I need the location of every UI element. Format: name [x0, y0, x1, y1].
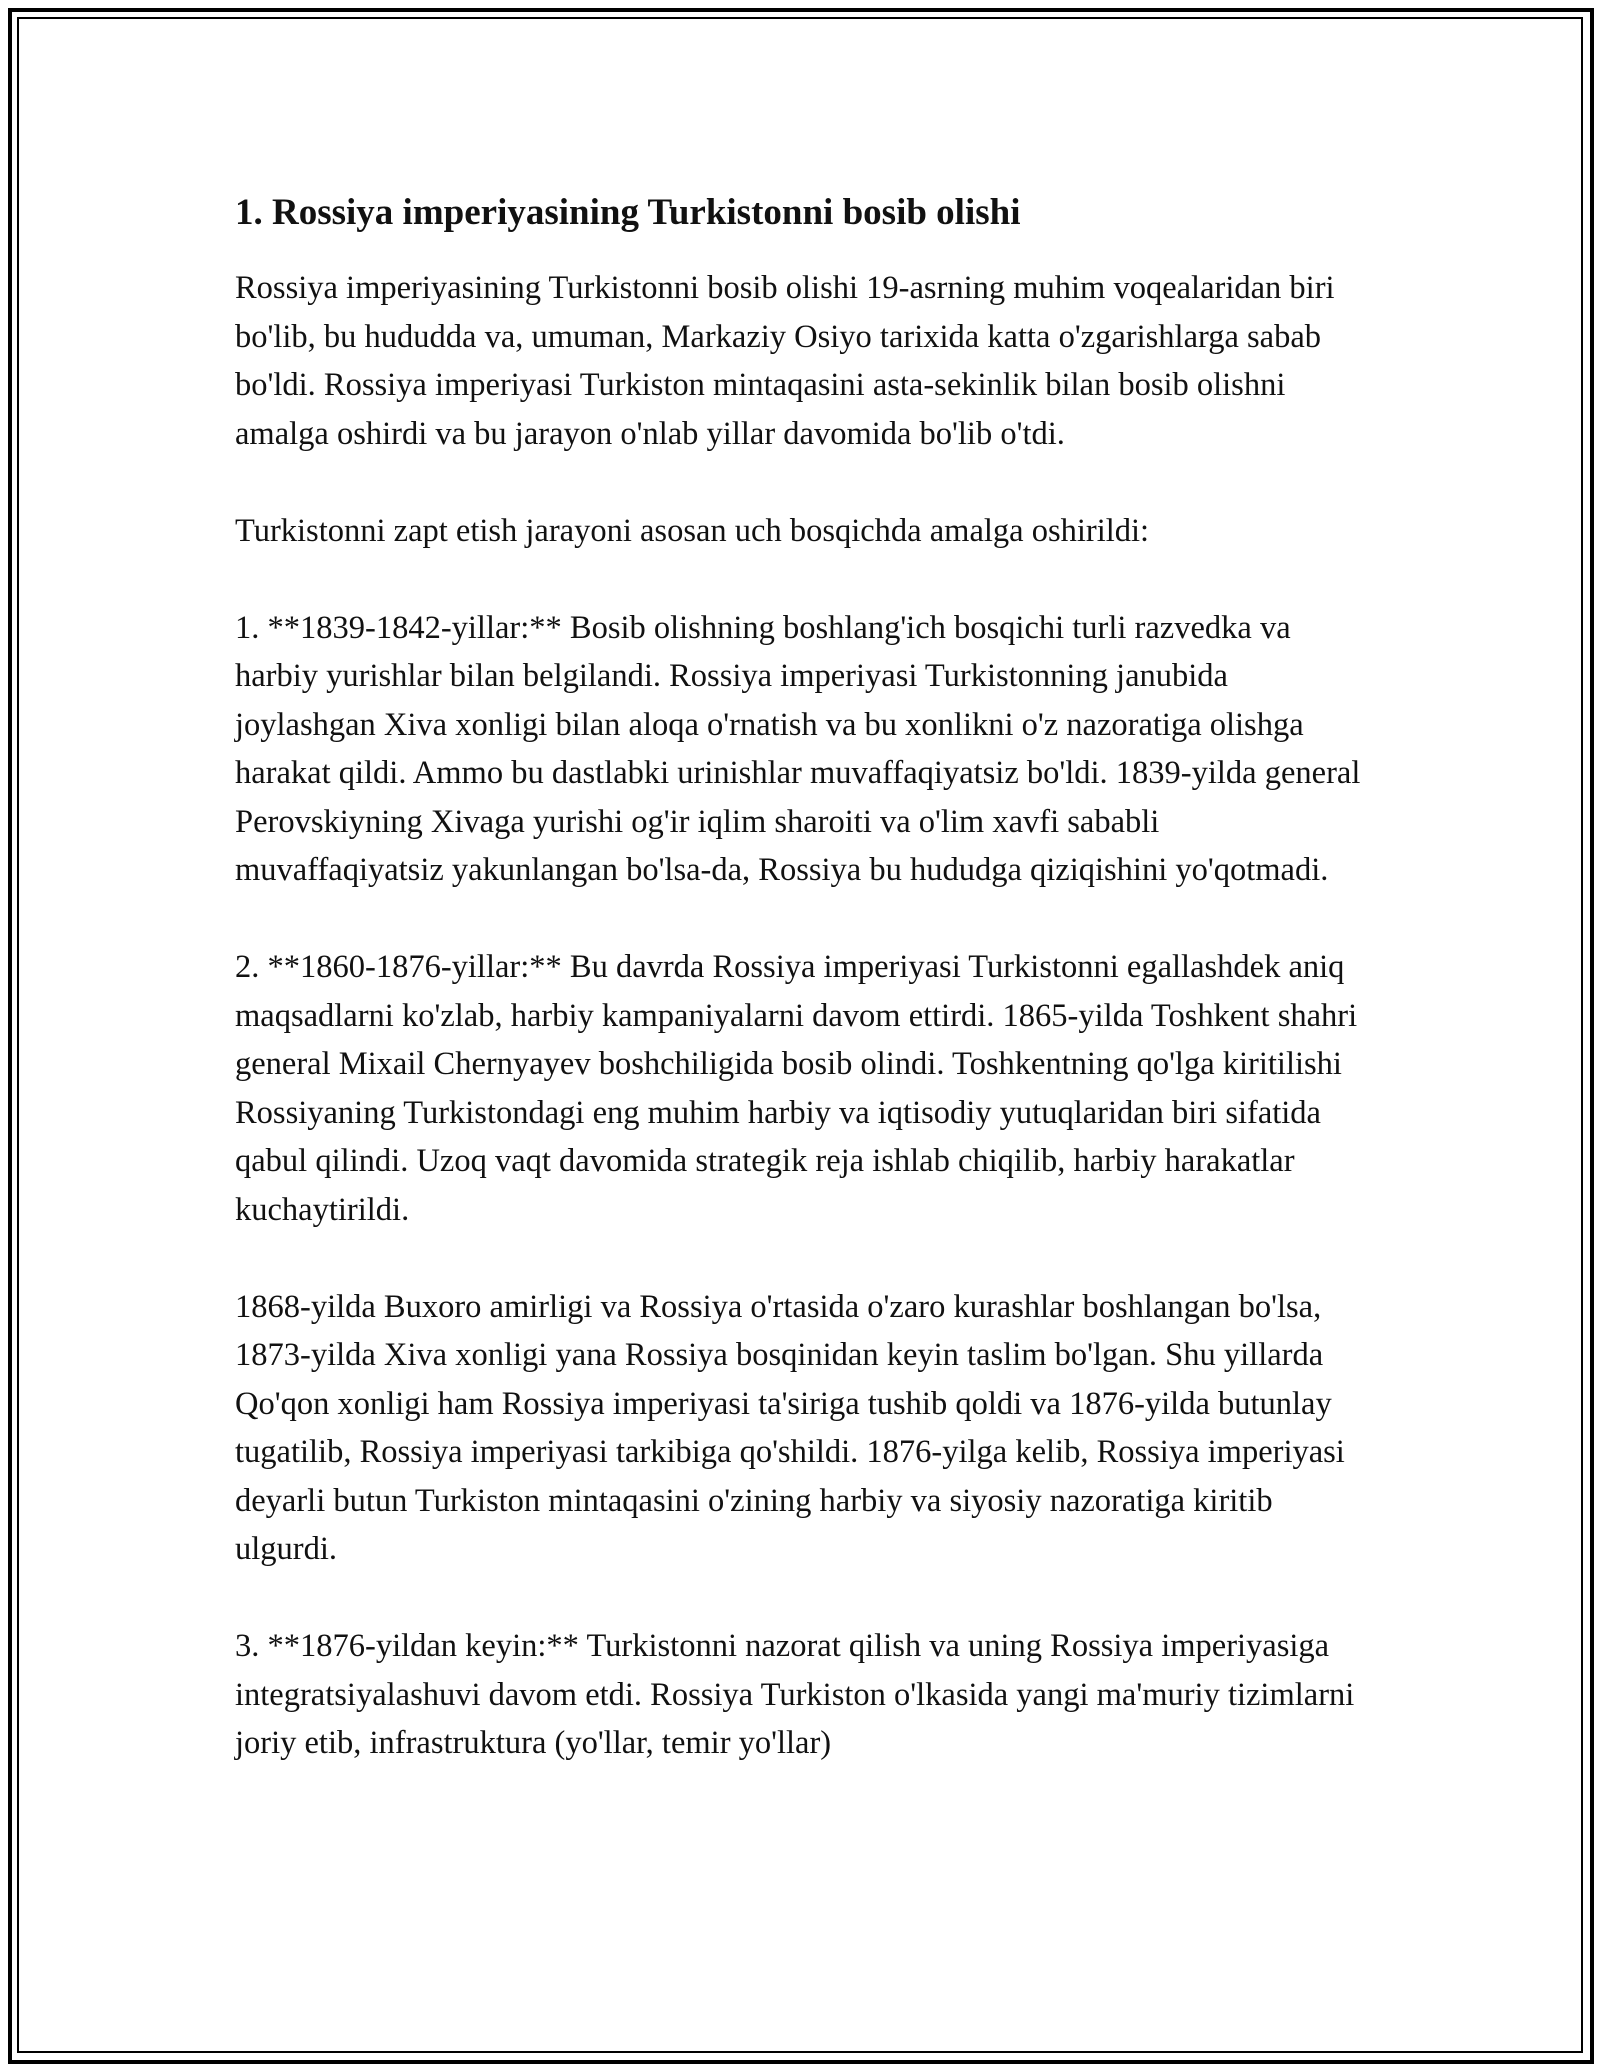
paragraph-stage-1: 1. **1839-1842-yillar:** Bosib olishning boshlang'ich bosqichi turli razvedka va harbiy yurishlar bilan belgilandi. Rossiya imperiyasi Turkistonning janubida joylashgan Xiva xonligi bilan aloqa o'rnatish va bu xonlikni o'z nazoratiga olishga harakat qildi. Ammo bu dastlabki urinishlar muvaffaqiyatsiz bo'ldi. 1839-yilda general Perovskiyning Xivaga yurishi og'ir iqlim sharoiti va o'lim xavfi sababli muvaffaqiyatsiz yakunlangan bo'lsa-da, Rossiya bu hududga qiziqishini yo'qotmadi. — [235, 609, 1361, 888]
section-title: 1. Rossiya imperiyasining Turkistonni bosib olishi — [235, 192, 1021, 233]
paragraph-stage-2-continued: 1868-yilda Buxoro amirligi va Rossiya o'rtasida o'zaro kurashlar boshlangan bo'lsa, 1873-yilda Xiva xonligi yana Rossiya bosqinidan keyin taslim bo'lgan. Shu yillarda Qo'qon xonligi ham Rossiya imperiyasi ta'siriga tushib qoldi va 1876-yilda butunlay tugatilib, Rossiya imperiyasi tarkibiga qo'shildi. 1876-yilga kelib, Rossiya imperiyasi deyarli butun Turkiston mintaqasini o'zining harbiy va siyosiy nazoratiga kiritib ulgurdi. — [235, 1288, 1345, 1567]
paragraph-stages-lead: Turkistonni zapt etish jarayoni asosan uch bosqichda amalga oshirildi: — [235, 512, 1150, 549]
document-body — [235, 190, 1370, 1816]
paragraph-stage-2: 2. **1860-1876-yillar:** Bu davrda Rossiya imperiyasi Turkistonni egallashdek aniq maqsadlarni ko'zlab, harbiy kampaniyalarni davom ettirdi. 1865-yilda Toshkent shahri general Mixail Chernyayev boshchiligida bosib olindi. Toshkentning qo'lga kiritilishi Rossiyaning Turkistondagi eng muhim harbiy va iqtisodiy yutuqlaridan biri sifatida qabul qilindi. Uzoq vaqt davomida strategik reja ishlab chiqilib, harbiy harakatlar kuchaytirildi. — [235, 949, 1358, 1228]
paragraph-intro: Rossiya imperiyasining Turkistonni bosib olishi 19-asrning muhim voqealaridan biri bo'lib, bu hududda va, umuman, Markaziy Osiyo tarixida katta o'zgarishlarga sabab bo'ldi. Rossiya imperiyasi Turkiston mintaqasini asta-sekinlik bilan bosib olishni amalga oshirdi va bu jarayon o'nlab yillar davomida bo'lib o'tdi. — [235, 270, 1335, 452]
paragraph-stage-3: 3. **1876-yildan keyin:** Turkistonni nazorat qilish va uning Rossiya imperiyasiga integratsiyalashuvi davom etdi. Rossiya Turkiston o'lkasida yangi ma'muriy tizimlarni joriy etib, infrastruktura (yo'llar, temir yo'llar) — [235, 1628, 1355, 1761]
